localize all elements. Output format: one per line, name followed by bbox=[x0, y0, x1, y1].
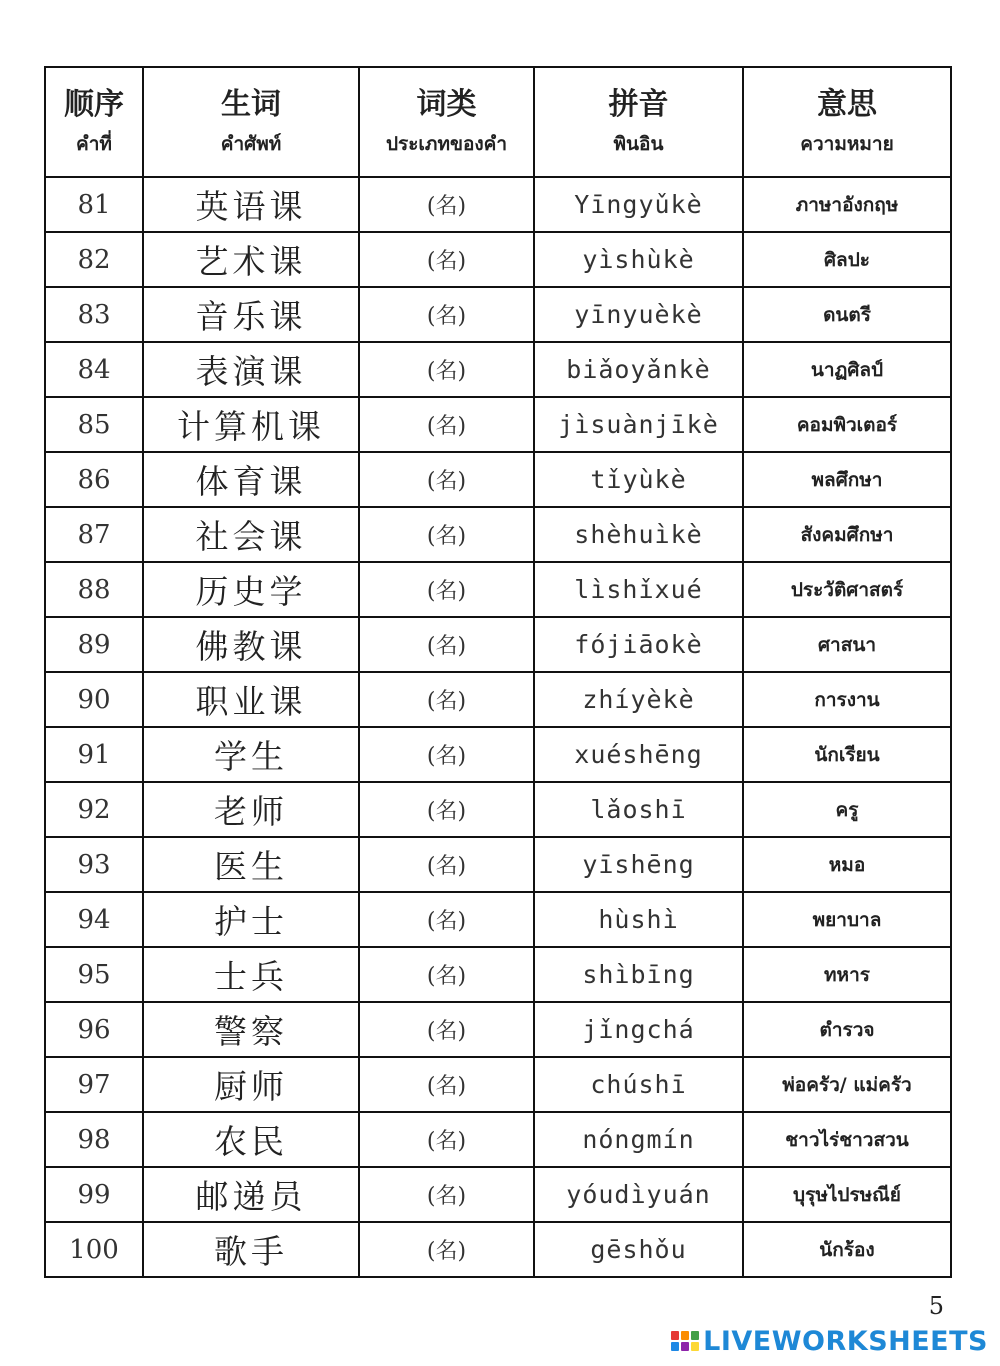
part-of-speech-cell: (名) bbox=[359, 397, 534, 452]
logo-square bbox=[671, 1331, 679, 1340]
liveworksheets-logo bbox=[671, 1326, 988, 1356]
meaning-cell: ชาวไร่ชาวสวน bbox=[743, 1112, 951, 1167]
logo-square bbox=[691, 1331, 699, 1340]
order-cell: 97 bbox=[45, 1057, 143, 1112]
header-order-zh: 顺序 bbox=[64, 87, 124, 122]
order-cell: 90 bbox=[45, 672, 143, 727]
header-pinyin-th: พินอิน bbox=[613, 133, 664, 155]
pinyin-cell: lǎoshī bbox=[534, 782, 743, 837]
order-cell: 81 bbox=[45, 177, 143, 232]
part-of-speech-cell: (名) bbox=[359, 1057, 534, 1112]
order-cell: 95 bbox=[45, 947, 143, 1002]
meaning-cell: พ่อครัว/ แม่ครัว bbox=[743, 1057, 951, 1112]
order-cell: 86 bbox=[45, 452, 143, 507]
word-cell: 体育课 bbox=[143, 452, 359, 507]
table-row bbox=[45, 672, 951, 727]
part-of-speech-cell: (名) bbox=[359, 892, 534, 947]
meaning-cell: พยาบาล bbox=[743, 892, 951, 947]
table-row bbox=[45, 892, 951, 947]
header-meaning bbox=[743, 67, 951, 177]
order-cell: 82 bbox=[45, 232, 143, 287]
pinyin-cell: jìsuànjīkè bbox=[534, 397, 743, 452]
table-row bbox=[45, 617, 951, 672]
table-header-row bbox=[45, 67, 951, 177]
vocabulary-table bbox=[44, 66, 952, 1278]
part-of-speech-cell: (名) bbox=[359, 562, 534, 617]
pinyin-cell: yóudìyuán bbox=[534, 1167, 743, 1222]
meaning-cell: ศาสนา bbox=[743, 617, 951, 672]
header-pinyin-zh: 拼音 bbox=[608, 87, 669, 122]
table-row bbox=[45, 727, 951, 782]
pinyin-cell: lìshǐxué bbox=[534, 562, 743, 617]
pinyin-cell: gēshǒu bbox=[534, 1222, 743, 1277]
table-body bbox=[45, 177, 951, 1277]
order-cell: 91 bbox=[45, 727, 143, 782]
meaning-cell: บุรุษไปรษณีย์ bbox=[743, 1167, 951, 1222]
meaning-cell: สังคมศึกษา bbox=[743, 507, 951, 562]
word-cell: 学生 bbox=[143, 727, 359, 782]
header-meaning-th: ความหมาย bbox=[800, 133, 894, 155]
order-cell: 99 bbox=[45, 1167, 143, 1222]
table-row bbox=[45, 232, 951, 287]
part-of-speech-cell: (名) bbox=[359, 727, 534, 782]
header-word bbox=[143, 67, 359, 177]
order-cell: 100 bbox=[45, 1222, 143, 1277]
pinyin-cell: xuéshēng bbox=[534, 727, 743, 782]
order-cell: 98 bbox=[45, 1112, 143, 1167]
pinyin-cell: hùshì bbox=[534, 892, 743, 947]
part-of-speech-cell: (名) bbox=[359, 837, 534, 892]
word-cell: 邮递员 bbox=[143, 1167, 359, 1222]
word-cell: 社会课 bbox=[143, 507, 359, 562]
word-cell: 老师 bbox=[143, 782, 359, 837]
order-cell: 85 bbox=[45, 397, 143, 452]
pinyin-cell: yīshēng bbox=[534, 837, 743, 892]
header-meaning-zh: 意思 bbox=[817, 87, 877, 122]
header-part-of-speech-th: ประเภทของคำ bbox=[385, 133, 508, 155]
word-cell: 英语课 bbox=[143, 177, 359, 232]
part-of-speech-cell: (名) bbox=[359, 1222, 534, 1277]
table-row bbox=[45, 507, 951, 562]
table-row bbox=[45, 177, 951, 232]
liveworksheets-icon bbox=[671, 1331, 699, 1351]
pinyin-cell: shèhuìkè bbox=[534, 507, 743, 562]
logo-square bbox=[691, 1342, 699, 1351]
part-of-speech-cell: (名) bbox=[359, 287, 534, 342]
table-row bbox=[45, 397, 951, 452]
header-order-th: คำที่ bbox=[76, 133, 112, 155]
table-row bbox=[45, 947, 951, 1002]
table-row bbox=[45, 1167, 951, 1222]
table-row bbox=[45, 562, 951, 617]
pinyin-cell: biǎoyǎnkè bbox=[534, 342, 743, 397]
meaning-cell: ศิลปะ bbox=[743, 232, 951, 287]
pinyin-cell: zhíyèkè bbox=[534, 672, 743, 727]
part-of-speech-cell: (名) bbox=[359, 617, 534, 672]
header-part-of-speech bbox=[359, 67, 534, 177]
pinyin-cell: fójiāokè bbox=[534, 617, 743, 672]
order-cell: 89 bbox=[45, 617, 143, 672]
part-of-speech-cell: (名) bbox=[359, 507, 534, 562]
pinyin-cell: chúshī bbox=[534, 1057, 743, 1112]
table-row bbox=[45, 1057, 951, 1112]
part-of-speech-cell: (名) bbox=[359, 342, 534, 397]
pinyin-cell: yìshùkè bbox=[534, 232, 743, 287]
meaning-cell: พลศึกษา bbox=[743, 452, 951, 507]
table-row bbox=[45, 1112, 951, 1167]
table-row bbox=[45, 837, 951, 892]
pinyin-cell: nóngmín bbox=[534, 1112, 743, 1167]
word-cell: 农民 bbox=[143, 1112, 359, 1167]
pinyin-cell: jǐngchá bbox=[534, 1002, 743, 1057]
word-cell: 职业课 bbox=[143, 672, 359, 727]
part-of-speech-cell: (名) bbox=[359, 672, 534, 727]
part-of-speech-cell: (名) bbox=[359, 1002, 534, 1057]
word-cell: 护士 bbox=[143, 892, 359, 947]
pinyin-cell: tǐyùkè bbox=[534, 452, 743, 507]
logo-square bbox=[671, 1342, 679, 1351]
part-of-speech-cell: (名) bbox=[359, 232, 534, 287]
pinyin-cell: Yīngyǔkè bbox=[534, 177, 743, 232]
meaning-cell: นักร้อง bbox=[743, 1222, 951, 1277]
table-row bbox=[45, 452, 951, 507]
header-word-zh: 生词 bbox=[221, 87, 281, 122]
part-of-speech-cell: (名) bbox=[359, 947, 534, 1002]
order-cell: 87 bbox=[45, 507, 143, 562]
meaning-cell: หมอ bbox=[743, 837, 951, 892]
word-cell: 计算机课 bbox=[143, 397, 359, 452]
word-cell: 佛教课 bbox=[143, 617, 359, 672]
word-cell: 厨师 bbox=[143, 1057, 359, 1112]
header-pinyin bbox=[534, 67, 743, 177]
word-cell: 历史学 bbox=[143, 562, 359, 617]
meaning-cell: คอมพิวเตอร์ bbox=[743, 397, 951, 452]
word-cell: 艺术课 bbox=[143, 232, 359, 287]
word-cell: 歌手 bbox=[143, 1222, 359, 1277]
order-cell: 83 bbox=[45, 287, 143, 342]
meaning-cell: ภาษาอังกฤษ bbox=[743, 177, 951, 232]
page-number: 5 bbox=[928, 1292, 944, 1320]
table-row bbox=[45, 342, 951, 397]
meaning-cell: ประวัติศาสตร์ bbox=[743, 562, 951, 617]
meaning-cell: การงาน bbox=[743, 672, 951, 727]
pinyin-cell: yīnyuèkè bbox=[534, 287, 743, 342]
meaning-cell: ทหาร bbox=[743, 947, 951, 1002]
header-part-of-speech-zh: 词类 bbox=[416, 87, 477, 122]
word-cell: 医生 bbox=[143, 837, 359, 892]
word-cell: 表演课 bbox=[143, 342, 359, 397]
logo-square bbox=[681, 1342, 689, 1351]
pinyin-cell: shìbīng bbox=[534, 947, 743, 1002]
table-row bbox=[45, 1002, 951, 1057]
part-of-speech-cell: (名) bbox=[359, 1112, 534, 1167]
meaning-cell: ดนตรี bbox=[743, 287, 951, 342]
part-of-speech-cell: (名) bbox=[359, 452, 534, 507]
meaning-cell: ครู bbox=[743, 782, 951, 837]
order-cell: 84 bbox=[45, 342, 143, 397]
table-row bbox=[45, 782, 951, 837]
header-order bbox=[45, 67, 143, 177]
order-cell: 94 bbox=[45, 892, 143, 947]
part-of-speech-cell: (名) bbox=[359, 177, 534, 232]
part-of-speech-cell: (名) bbox=[359, 782, 534, 837]
order-cell: 88 bbox=[45, 562, 143, 617]
order-cell: 92 bbox=[45, 782, 143, 837]
word-cell: 警察 bbox=[143, 1002, 359, 1057]
word-cell: 音乐课 bbox=[143, 287, 359, 342]
liveworksheets-wordmark: LIVEWORKSHEETS bbox=[703, 1325, 988, 1357]
meaning-cell: ตำรวจ bbox=[743, 1002, 951, 1057]
order-cell: 96 bbox=[45, 1002, 143, 1057]
meaning-cell: นาฏศิลป์ bbox=[743, 342, 951, 397]
order-cell: 93 bbox=[45, 837, 143, 892]
meaning-cell: นักเรียน bbox=[743, 727, 951, 782]
word-cell: 士兵 bbox=[143, 947, 359, 1002]
table-row bbox=[45, 1222, 951, 1277]
table-row bbox=[45, 287, 951, 342]
logo-square bbox=[681, 1331, 689, 1340]
part-of-speech-cell: (名) bbox=[359, 1167, 534, 1222]
header-word-th: คำศัพท์ bbox=[220, 133, 282, 155]
